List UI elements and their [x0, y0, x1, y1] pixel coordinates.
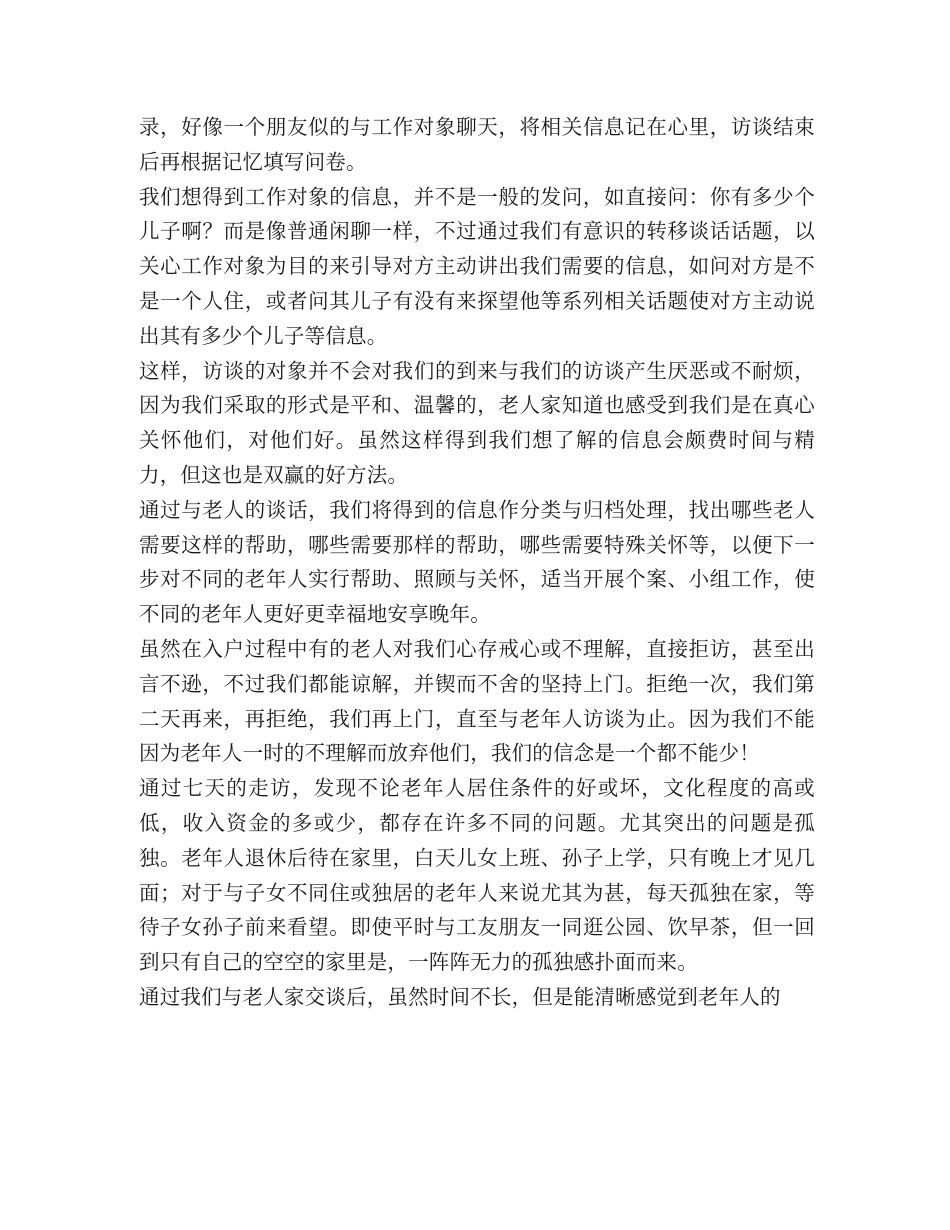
paragraph-7: 通过我们与老人家交谈后，虽然时间不长，但是能清晰感觉到老年人的: [139, 984, 781, 1009]
paragraph-1: 录，好像一个朋友似的与工作对象聊天，将相关信息记在心里，访谈结束后再根据记忆填写问卷。: [139, 115, 815, 174]
document-page: [139, 110, 815, 1015]
paragraph-6: 通过七天的走访，发现不论老年人居住条件的好或坏，文化程度的高或低，收入资金的多或少，都存在许多不同的问题。尤其突出的问题是孤独。老年人退休后待在家里，白天儿女上班、孙子上学，只有晚上才见几面；对于与子女不同住或独居的老年人来说尤其为甚，每天孤独在家，等待子女孙子前来看望。即使平时与工友朋友一同逛公园、饮早茶，但一回到只有自己的空空的家里是，一阵阵无力的孤独感扑面而来。: [139, 776, 815, 975]
paragraph-2: 我们想得到工作对象的信息，并不是一般的发问，如直接问：你有多少个儿子啊？而是像普通闲聊一样，不过通过我们有意识的转移谈话话题，以关心工作对象为目的来引导对方主动讲出我们需要的信息，如问对方是不是一个人住，或者问其儿子有没有来探望他等系列相关话题使对方主动说出其有多少个儿子等信息。: [139, 184, 815, 348]
paragraph-5: 虽然在入户过程中有的老人对我们心存戒心或不理解，直接拒访，甚至出言不逊，不过我们都能谅解，并锲而不舍的坚持上门。拒绝一次，我们第二天再来，再拒绝，我们再上门，直至与老年人访谈为止。因为我们不能因为老年人一时的不理解而放弃他们，我们的信念是一个都不能少！: [139, 636, 815, 766]
paragraph-4: 通过与老人的谈话，我们将得到的信息作分类与归档处理，找出哪些老人需要这样的帮助，哪些需要那样的帮助，哪些需要特殊关怀等，以便下一步对不同的老年人实行帮助、照顾与关怀，适当开展个案、小组工作，使不同的老年人更好更幸福地安享晚年。: [139, 497, 815, 627]
paragraph-3: 这样，访谈的对象并不会对我们的到来与我们的访谈产生厌恶或不耐烦，因为我们采取的形式是平和、温馨的，老人家知道也感受到我们是在真心关怀他们，对他们好。虽然这样得到我们想了解的信息会颇费时间与精力，但这也是双赢的好方法。: [139, 358, 815, 487]
